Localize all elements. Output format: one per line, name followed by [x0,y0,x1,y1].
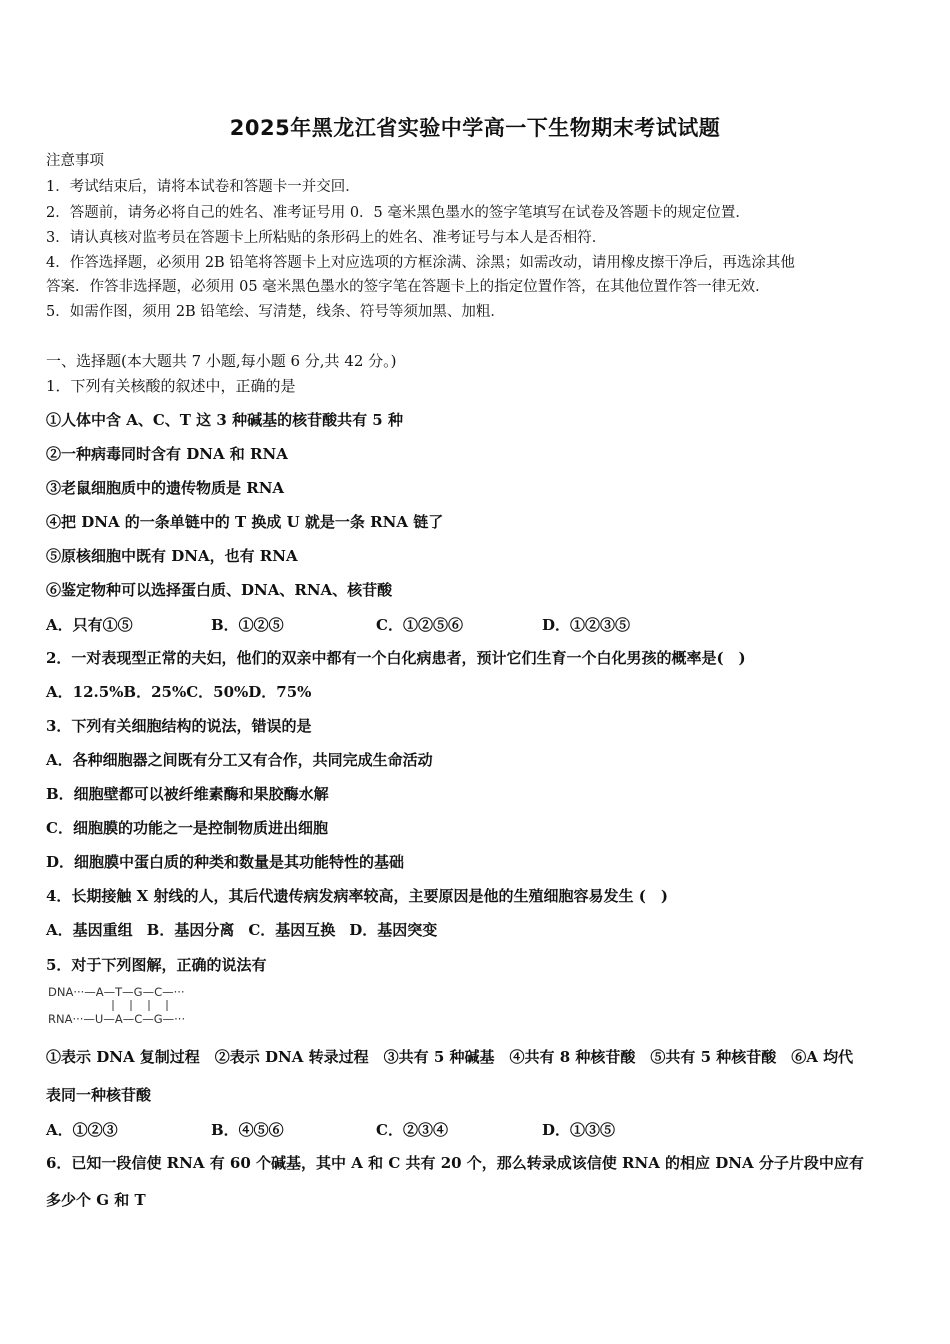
question-2-stem: 2．一对表现型正常的夫妇，他们的双亲中都有一个白化病患者，预计它们生育一个白化男孩的概率是( ) [46,649,746,667]
question-4-stem: 4．长期接触 X 射线的人，其后代遗传病发病率较高，主要原因是他的生殖细胞容易发生 ( ) [46,887,668,905]
option-a[interactable]: A．基因重组 [46,921,133,939]
q1-statement: ④把 DNA 的一条单链中的 T 换成 U 就是一条 RNA 链了 [46,513,444,531]
page-title: 2025年黑龙江省实验中学高一下生物期末考试试题 [229,116,721,140]
notice-heading: 注意事项 [46,153,104,169]
q1-options [46,614,906,634]
notice-item: 答案．作答非选择题，必须用 05 毫米黑色墨水的签字笔在答题卡上的指定位置作答，在其他位置作答一律无效． [46,279,770,295]
option-c[interactable]: C．②③④ [376,1121,448,1139]
option-d[interactable]: D．①③⑤ [542,1121,616,1139]
q1-statement: ①人体中含 A、C、T 这 3 种碱基的核苷酸共有 5 种 [46,411,403,429]
q1-statement: ⑥鉴定物种可以选择蛋白质、DNA、RNA、核苷酸 [46,581,393,599]
q5-statements: ①表示 DNA 复制过程 ②表示 DNA 转录过程 ③共有 5 种碱基 ④共有 8 种核苷酸 ⑤共有 5 种核苷酸 ⑥A 均代 [46,1048,854,1066]
option-b[interactable]: B．④⑤⑥ [211,1121,284,1139]
question-6-stem: 6．已知一段信使 RNA 有 60 个碱基，其中 A 和 C 共有 20 个，那么转录成该信使 RNA 的相应 DNA 分子片段中应有 [46,1154,864,1172]
notice-item: 3．请认真核对监考员在答题卡上所粘贴的条形码上的姓名、准考证号与本人是否相符． [46,230,607,246]
option-a[interactable]: A．各种细胞器之间既有分工又有合作，共同完成生命活动 [46,751,433,769]
dna-strand-label: DNA···—A—T—G—C—··· [48,985,185,999]
option-c[interactable]: C．基因互换 [248,921,336,939]
notice-item: 1．考试结束后，请将本试卷和答题卡一并交回． [46,179,360,195]
q1-statement: ⑤原核细胞中既有 DNA，也有 RNA [46,547,298,565]
q2-options[interactable]: A．12.5%B．25%C．50%D．75% [46,683,312,701]
q5-statements: 表同一种核苷酸 [46,1086,152,1104]
section-heading: 一、选择题(本大题共 7 小题,每小题 6 分,共 42 分。) [46,352,397,370]
option-d[interactable]: D．基因突变 [349,921,438,939]
rna-strand-label: RNA···—U—A—C—G—··· [48,1012,186,1026]
notice-item: 5．如需作图，须用 2B 铅笔绘、写清楚，线条、符号等须加黑、加粗． [46,304,505,320]
notice-item: 2．答题前，请务必将自己的姓名、准考证号用 0．5 毫米黑色墨水的签字笔填写在试卷及答题卡的规定位置． [46,205,750,221]
q1-statement: ③老鼠细胞质中的遗传物质是 RNA [46,479,285,497]
option-c[interactable]: C．①②⑤⑥ [376,616,463,634]
notice-item: 4．作答选择题，必须用 2B 铅笔将答题卡上对应选项的方框涂满、涂黑；如需改动，请用橡皮擦干净后，再选涂其他 [46,255,795,271]
option-b[interactable]: B．①②⑤ [211,616,284,634]
option-d[interactable]: D．①②③⑤ [542,616,631,634]
q1-statement: ②一种病毒同时含有 DNA 和 RNA [46,445,288,463]
dna-rna-diagram [46,985,236,1030]
q5-options [46,1119,906,1139]
question-5-stem: 5．对于下列图解，正确的说法有 [46,956,267,974]
q4-options [46,920,906,940]
question-3-stem: 3．下列有关细胞结构的说法，错误的是 [46,717,312,735]
question-6-stem-cont: 多少个 G 和 T [46,1191,146,1209]
option-d[interactable]: D．细胞膜中蛋白质的种类和数量是其功能特性的基础 [46,853,405,871]
option-a[interactable]: A．①②③ [46,1121,118,1139]
option-a[interactable]: A．只有①⑤ [46,616,133,634]
option-c[interactable]: C．细胞膜的功能之一是控制物质进出细胞 [46,819,328,837]
question-1-stem: 1．下列有关核酸的叙述中，正确的是 [46,377,296,395]
option-b[interactable]: B．细胞壁都可以被纤维素酶和果胶酶水解 [46,785,329,803]
option-b[interactable]: B．基因分离 [146,921,235,939]
